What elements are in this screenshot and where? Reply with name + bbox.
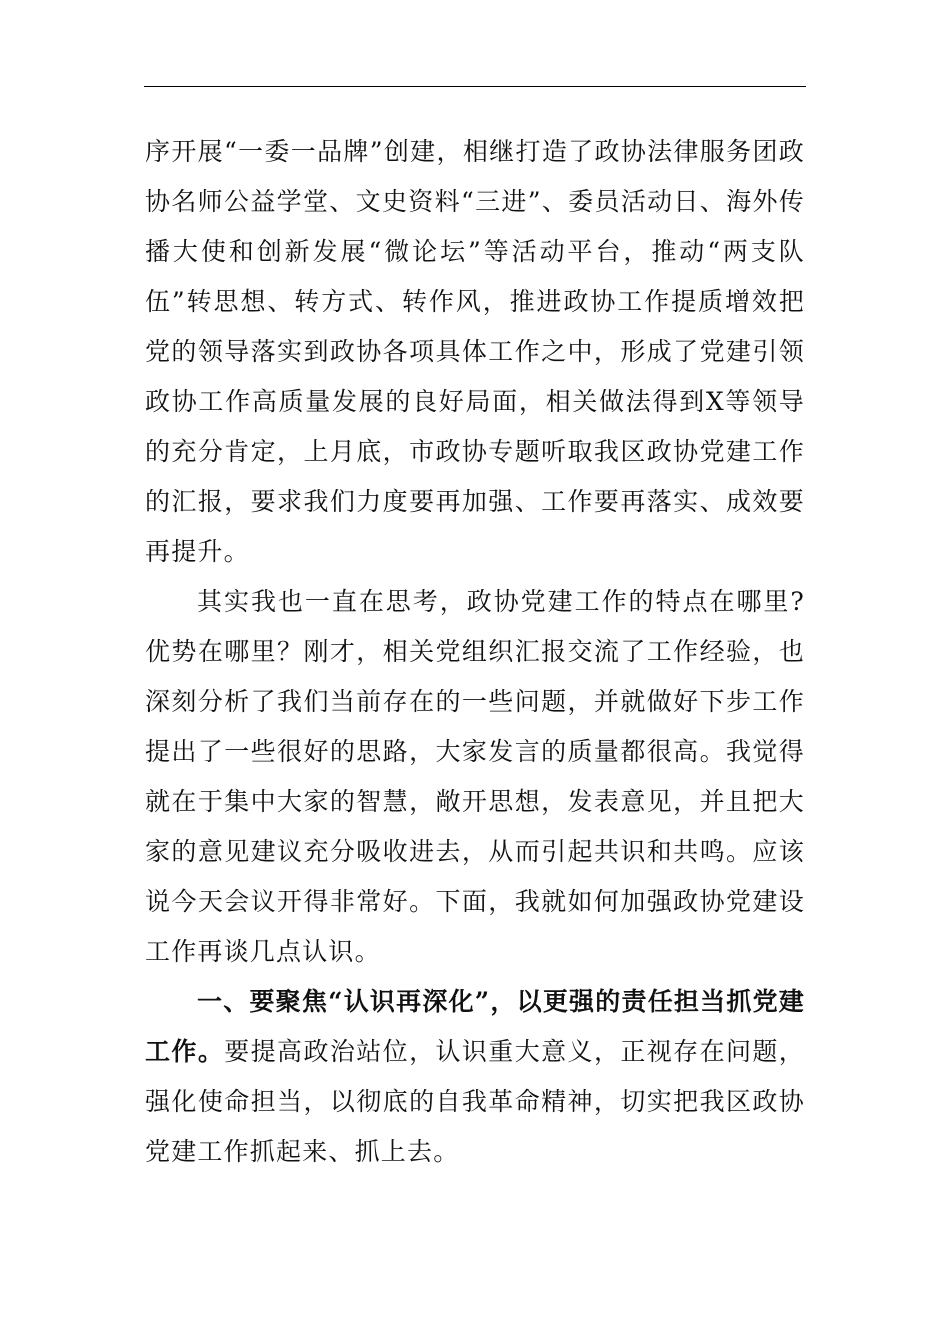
page-body <box>145 127 805 1177</box>
section-heading: 一、要聚焦“认识再深化”，以更强的责任担当抓党建工作。 <box>145 987 805 1066</box>
header-rule <box>144 86 806 87</box>
paragraph-1: 序开展“一委一品牌”创建，相继打造了政协法律服务团政协名师公益学堂、文史资料“三进”、委员活动日、海外传播大使和创新发展“微论坛”等活动平台，推动“两支队伍”转思想、转方式、转作风，推进政协工作提质增效把党的领导落实到政协各项具体工作之中，形成了党建引领政协工作高质量发展的良好局面，相关做法得到X等领导的充分肯定，上月底，市政协专题听取我区政协党建工作的汇报，要求我们力度要再加强、工作要再落实、成效要再提升。 <box>145 137 805 566</box>
section-body: 要提高政治站位，认识重大意义，正视存在问题，强化使命担当，以彻底的自我革命精神，切实把我区政协党建工作抓起来、抓上去。 <box>145 1037 805 1166</box>
paragraph-2: 其实我也一直在思考，政协党建工作的特点在哪里?优势在哪里？刚才，相关党组织汇报交流了工作经验，也深刻分析了我们当前存在的一些问题，并就做好下步工作提出了一些很好的思路，大家发言的质量都很高。我觉得就在于集中大家的智慧，敞开思想，发表意见，并且把大家的意见建议充分吸收进去，从而引起共识和共鸣。应该说今天会议开得非常好。下面，我就如何加强政协党建设工作再谈几点认识。 <box>145 587 805 966</box>
paragraph-3 <box>145 977 805 1177</box>
